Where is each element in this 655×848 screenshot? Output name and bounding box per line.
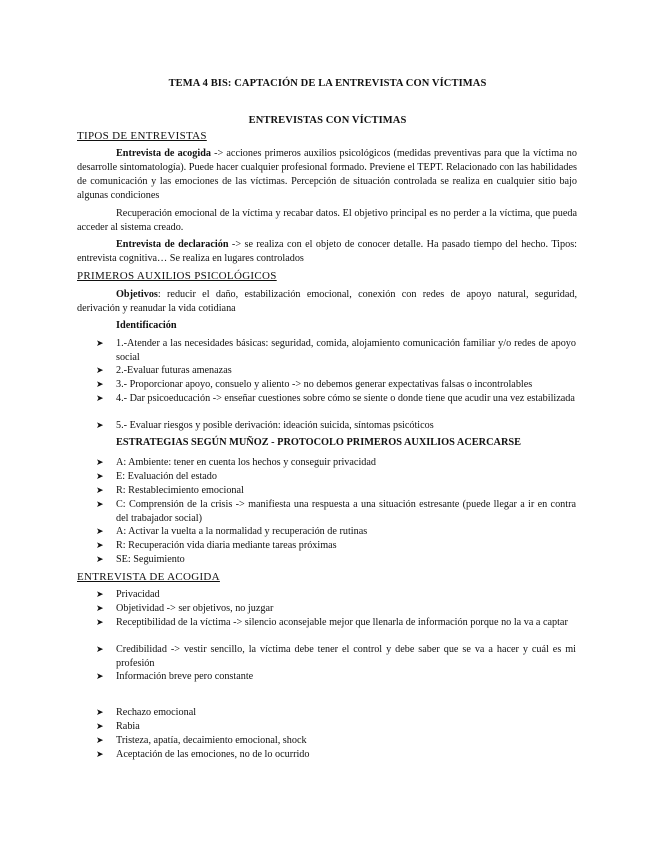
list-item-text: Privacidad [116,589,160,600]
list-item [96,498,576,525]
subtitle: ENTREVISTAS CON VÍCTIMAS [248,115,407,126]
list-item [96,337,576,364]
arrowhead-bullet-icon: ➤ [96,338,104,348]
list-item-text: 3.- Proporcionar apoyo, consuelo y aliento -> no debemos generar expectativas falsas o incontrolables [116,379,533,390]
text-declaracion: -> se realiza con el objeto de conocer detalle. Ha pasado tiempo del hecho. Tipos: entrevista cognitiva… Se realiza en lugares controlados [77,239,577,264]
list-item [96,720,576,734]
list-item [96,748,576,762]
term-objetivos: Objetivos [116,289,158,300]
list-item-text: Credibilidad -> vestir sencillo, la víctima debe tener el control y debe saber que se va a hacer y cuál es mi profesión [116,644,576,669]
list-item-text: Objetividad -> ser objetivos, no juzgar [116,603,274,614]
arrowhead-bullet-icon: ➤ [96,393,104,403]
list-item [96,602,576,616]
arrowhead-bullet-icon: ➤ [96,554,104,564]
list-item [96,378,576,392]
term-acogida: Entrevista de acogida [116,148,211,159]
list-item-text: 1.-Atender a las necesidades básicas: seguridad, comida, alojamiento comunicación familiar y/o redes de apoyo social [116,338,576,363]
list-item-text: 5.- Evaluar riesgos y posible derivación: ideación suicida, síntomas psicóticos [116,420,434,431]
arrowhead-bullet-icon: ➤ [96,526,104,536]
list-item-text: Rechazo emocional [116,707,197,718]
list-item [96,392,576,406]
list-item [96,643,576,670]
list-item-text: E: Evaluación del estado [116,471,217,482]
list-item [96,484,576,498]
section-heading-tipos: TIPOS DE ENTREVISTAS [77,130,207,142]
arrowhead-bullet-icon: ➤ [96,617,104,627]
list-item-text: R: Recuperación vida diaria mediante tareas próximas [116,540,337,551]
arrowhead-bullet-icon: ➤ [96,540,104,550]
list-item [96,539,576,553]
arrowhead-bullet-icon: ➤ [96,603,104,613]
list-item [96,419,576,433]
arrowhead-bullet-icon: ➤ [96,644,104,654]
list-item-text: A: Activar la vuelta a la normalidad y recuperación de rutinas [116,526,368,537]
arrowhead-bullet-icon: ➤ [96,707,104,717]
list-item-text: Rabia [116,721,140,732]
paragraph-objetivos [77,288,577,316]
list-item-text: A: Ambiente: tener en cuenta los hechos y conseguir privacidad [116,457,376,468]
arrowhead-bullet-icon: ➤ [96,499,104,509]
list-item-text: 2.-Evaluar futuras amenazas [116,365,232,376]
list-item [96,670,576,684]
arrowhead-bullet-icon: ➤ [96,589,104,599]
arrowhead-bullet-icon: ➤ [96,365,104,375]
arrowhead-bullet-icon: ➤ [96,721,104,731]
arrowhead-bullet-icon: ➤ [96,735,104,745]
arrowhead-bullet-icon: ➤ [96,485,104,495]
arrowhead-bullet-icon: ➤ [96,471,104,481]
arrowhead-bullet-icon: ➤ [96,457,104,467]
list-item [96,616,576,630]
main-title: TEMA 4 BIS: CAPTACIÓN DE LA ENTREVISTA CON VÍCTIMAS [168,78,487,89]
arrowhead-bullet-icon: ➤ [96,749,104,759]
text-objetivos: : reducir el daño, estabilización emocional, conexión con redes de apoyo natural, seguridad, derivación y reanudar la vida cotidiana [77,289,577,314]
list-item-text: Información breve pero constante [116,671,254,682]
subheading-estrategias: ESTRATEGIAS SEGÚN MUÑOZ - PROTOCOLO PRIMEROS AUXILIOS ACERCARSE [116,437,521,448]
list-item-text: Receptibilidad de la víctima -> silencio aconsejable mejor que llenarla de información porque no la va a captar [116,617,568,628]
list-item [96,588,576,602]
arrowhead-bullet-icon: ➤ [96,379,104,389]
list-item [96,706,576,720]
list-item-text: C: Comprensión de la crisis -> manifiesta una respuesta a una situación estresante (puede llegar a ir en contra del trabajador social) [116,499,576,524]
list-item-text: R: Restablecimiento emocional [116,485,244,496]
list-item-text: SE: Seguimiento [116,554,185,565]
paragraph-acogida [77,147,577,203]
list-item-text: Aceptación de las emociones, no de lo ocurrido [116,749,310,760]
section-heading-pap: PRIMEROS AUXILIOS PSICOLÓGICOS [77,270,277,282]
paragraph-declaracion [77,238,577,266]
term-declaracion: Entrevista de declaración [116,239,229,250]
arrowhead-bullet-icon: ➤ [96,420,104,430]
text-acogida: -> acciones primeros auxilios psicológicos (medidas preventivas para que la víctima no desarrolle sintomatología). Puede hacer cualquier profesional formado. Previene el TEPT. Relacionado con las habilidades de comunicación y las emociones de las víctimas. Percepción de situación controlada se realiza en cualquier sitio bajo algunas condiciones [77,148,577,201]
list-item-text: 4.- Dar psicoeducación -> enseñar cuestiones sobre cómo se siente o donde tiene que acudir una vez estabilizada [116,393,575,404]
list-item [96,364,576,378]
arrowhead-bullet-icon: ➤ [96,671,104,681]
list-item [96,734,576,748]
list-item [96,553,576,567]
list-item [96,525,576,539]
subheading-identificacion: Identificación [116,320,177,331]
list-item [96,456,576,470]
list-item-text: Tristeza, apatía, decaimiento emocional, shock [116,735,307,746]
paragraph-recuperacion: Recuperación emocional de la víctima y recabar datos. El objetivo principal es no perder a la víctima, que pueda acceder al sistema creado. [77,208,577,233]
list-item [96,470,576,484]
section-heading-acogida: ENTREVISTA DE ACOGIDA [77,571,220,583]
